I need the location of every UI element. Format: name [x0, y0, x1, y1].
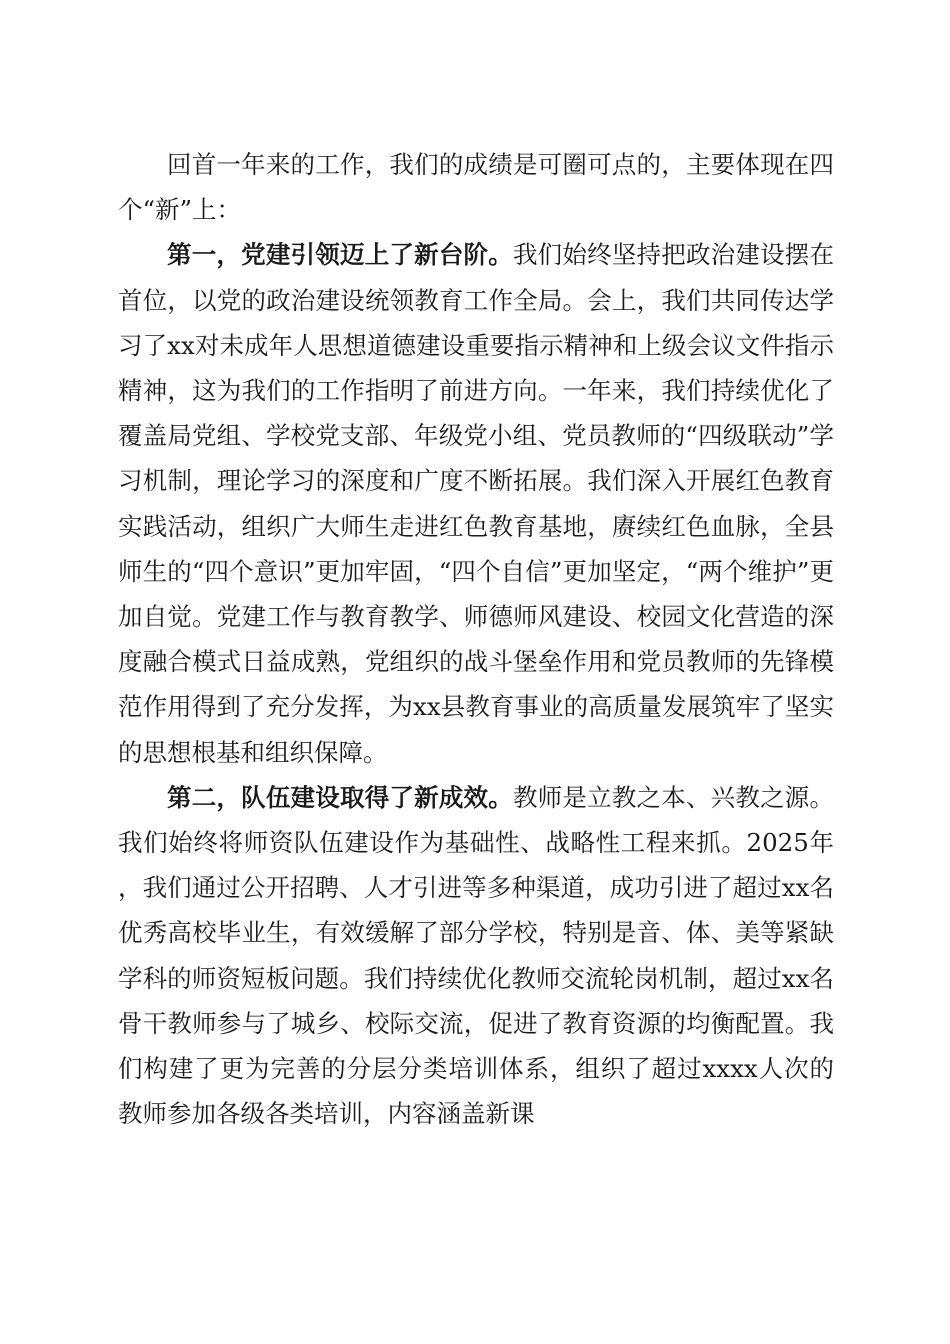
paragraph-text: 回首一年来的工作，我们的成绩是可圈可点的，主要体现在四个“新”上： [118, 150, 834, 225]
paragraph-party-building [118, 232, 834, 774]
document-body [118, 142, 834, 1136]
paragraph-lead: 第一，党建引领迈上了新台阶。 [167, 240, 513, 270]
paragraph-intro [118, 142, 834, 232]
paragraph-team-building [118, 775, 834, 1137]
paragraph-text: 教师是立教之本、兴教之源。我们始终将师资队伍建设作为基础性、战略性工程来抓。2025年，我们通过公开招聘、人才引进等多种渠道，成功引进了超过xx名优秀高校毕业生，有效缓解了部分学校，特别是音、体、美等紧缺学科的师资短板问题。我们持续优化教师交流轮岗机制，超过xx名骨干教师参与了城乡、校际交流，促进了教育资源的均衡配置。我们构建了更为完善的分层分类培训体系，组织了超过xxxx人次的教师参加各级各类培训，内容涵盖新课 [118, 782, 835, 1129]
paragraph-text: 我们始终坚持把政治建设摆在首位，以党的政治建设统领教育工作全局。会上，我们共同传达学习了xx对未成年人思想道德建设重要指示精神和上级会议文件指示精神，这为我们的工作指明了前进方向。一年来，我们持续优化了覆盖局党组、学校党支部、年级党小组、党员教师的“四级联动”学习机制，理论学习的深度和广度不断拓展。我们深入开展红色教育实践活动，组织广大师生走进红色教育基地，赓续红色血脉，全县师生的“四个意识”更加牢固，“四个自信”更加坚定，“两个维护”更加自觉。党建工作与教育教学、师德师风建设、校园文化营造的深度融合模式日益成熟，党组织的战斗堡垒作用和党员教师的先锋模范作用得到了充分发挥，为xx县教育事业的高质量发展筑牢了坚实的思想根基和组织保障。 [118, 240, 835, 767]
paragraph-lead: 第二，队伍建设取得了新成效。 [167, 782, 513, 812]
